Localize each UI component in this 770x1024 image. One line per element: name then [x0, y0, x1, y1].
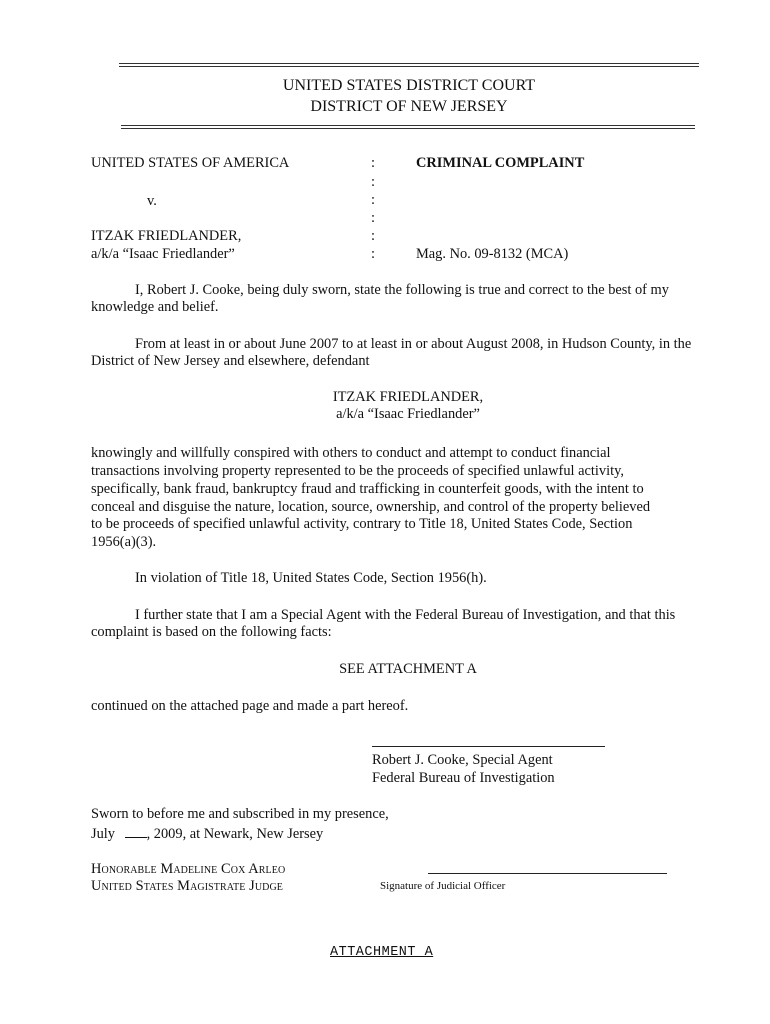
caption-separator: :: [371, 174, 375, 190]
continued-statement: continued on the attached page and made a part hereof.: [91, 698, 409, 714]
court-name: UNITED STATES DISTRICT COURT: [282, 77, 536, 94]
mag-number: Mag. No. 09-8132 (MCA): [416, 246, 569, 262]
para2-line2: District of New Jersey and elsewhere, defendant: [91, 353, 370, 369]
sworn-day-blank: [125, 825, 147, 838]
caption-defendant-aka: a/k/a “Isaac Friedlander”: [91, 246, 235, 262]
para3-line: specifically, bank fraud, bankruptcy fraud and trafficking in counterfeit goods, with the intent to: [91, 481, 644, 497]
document-title: CRIMINAL COMPLAINT: [416, 155, 585, 171]
agent-agency: Federal Bureau of Investigation: [372, 770, 555, 786]
para1-line1: I, Robert J. Cooke, being duly sworn, state the following is true and correct to the best of my: [135, 282, 669, 298]
caption-plaintiff: UNITED STATES OF AMERICA: [91, 155, 290, 171]
body-defendant-name: ITZAK FRIEDLANDER,: [332, 389, 484, 405]
district-name: DISTRICT OF NEW JERSEY: [310, 98, 508, 115]
caption-separator: :: [371, 192, 375, 208]
para3-line: transactions involving property represented to be the proceeds of specified unlawful activity,: [91, 463, 624, 479]
agent-signature-line: [372, 746, 605, 747]
header-rule-bottom-2: [121, 128, 695, 129]
sworn-line1: Sworn to before me and subscribed in my presence,: [91, 806, 389, 822]
caption-separator: :: [371, 210, 375, 226]
caption-separator: :: [371, 246, 375, 262]
para3-line: 1956(a)(3).: [91, 534, 157, 550]
attachment-heading: ATTACHMENT A: [330, 945, 434, 960]
judge-name: Honorable Madeline Cox Arleo: [91, 861, 286, 877]
sworn-date-rest: , 2009, at Newark, New Jersey: [146, 826, 324, 842]
sworn-month: July: [91, 826, 119, 842]
body-defendant-aka: a/k/a “Isaac Friedlander”: [336, 406, 480, 422]
para1-line2: knowledge and belief.: [91, 299, 219, 315]
para3-line: knowingly and willfully conspired with others to conduct and attempt to conduct financial: [91, 445, 611, 461]
judicial-signature-caption: Signature of Judicial Officer: [380, 880, 506, 892]
caption-versus: v.: [147, 193, 157, 209]
caption-separator: :: [371, 228, 375, 244]
sworn-line2: [91, 825, 323, 841]
judicial-signature-line: [428, 873, 667, 874]
header-rule-top-1: [119, 63, 699, 64]
para4-line1: I further state that I am a Special Agent with the Federal Bureau of Investigation, and that this: [135, 607, 676, 623]
header-rule-top-2: [119, 66, 699, 67]
see-attachment: SEE ATTACHMENT A: [339, 661, 477, 677]
para2-line1: From at least in or about June 2007 to at least in or about August 2008, in Hudson County, in the: [135, 336, 692, 352]
header-rule-bottom-1: [121, 125, 695, 126]
para3-line: to be proceeds of specified unlawful activity, contrary to Title 18, United States Code, Section: [91, 516, 633, 532]
caption-separator: :: [371, 155, 375, 171]
caption-defendant-name: ITZAK FRIEDLANDER,: [91, 228, 242, 244]
para3-line: conceal and disguise the nature, location, source, ownership, and control of the property believed: [91, 499, 651, 515]
agent-name: Robert J. Cooke, Special Agent: [372, 752, 553, 768]
para4-line2: complaint is based on the following facts:: [91, 624, 332, 640]
judge-title: United States Magistrate Judge: [91, 878, 283, 894]
violation-statement: In violation of Title 18, United States Code, Section 1956(h).: [135, 570, 487, 586]
